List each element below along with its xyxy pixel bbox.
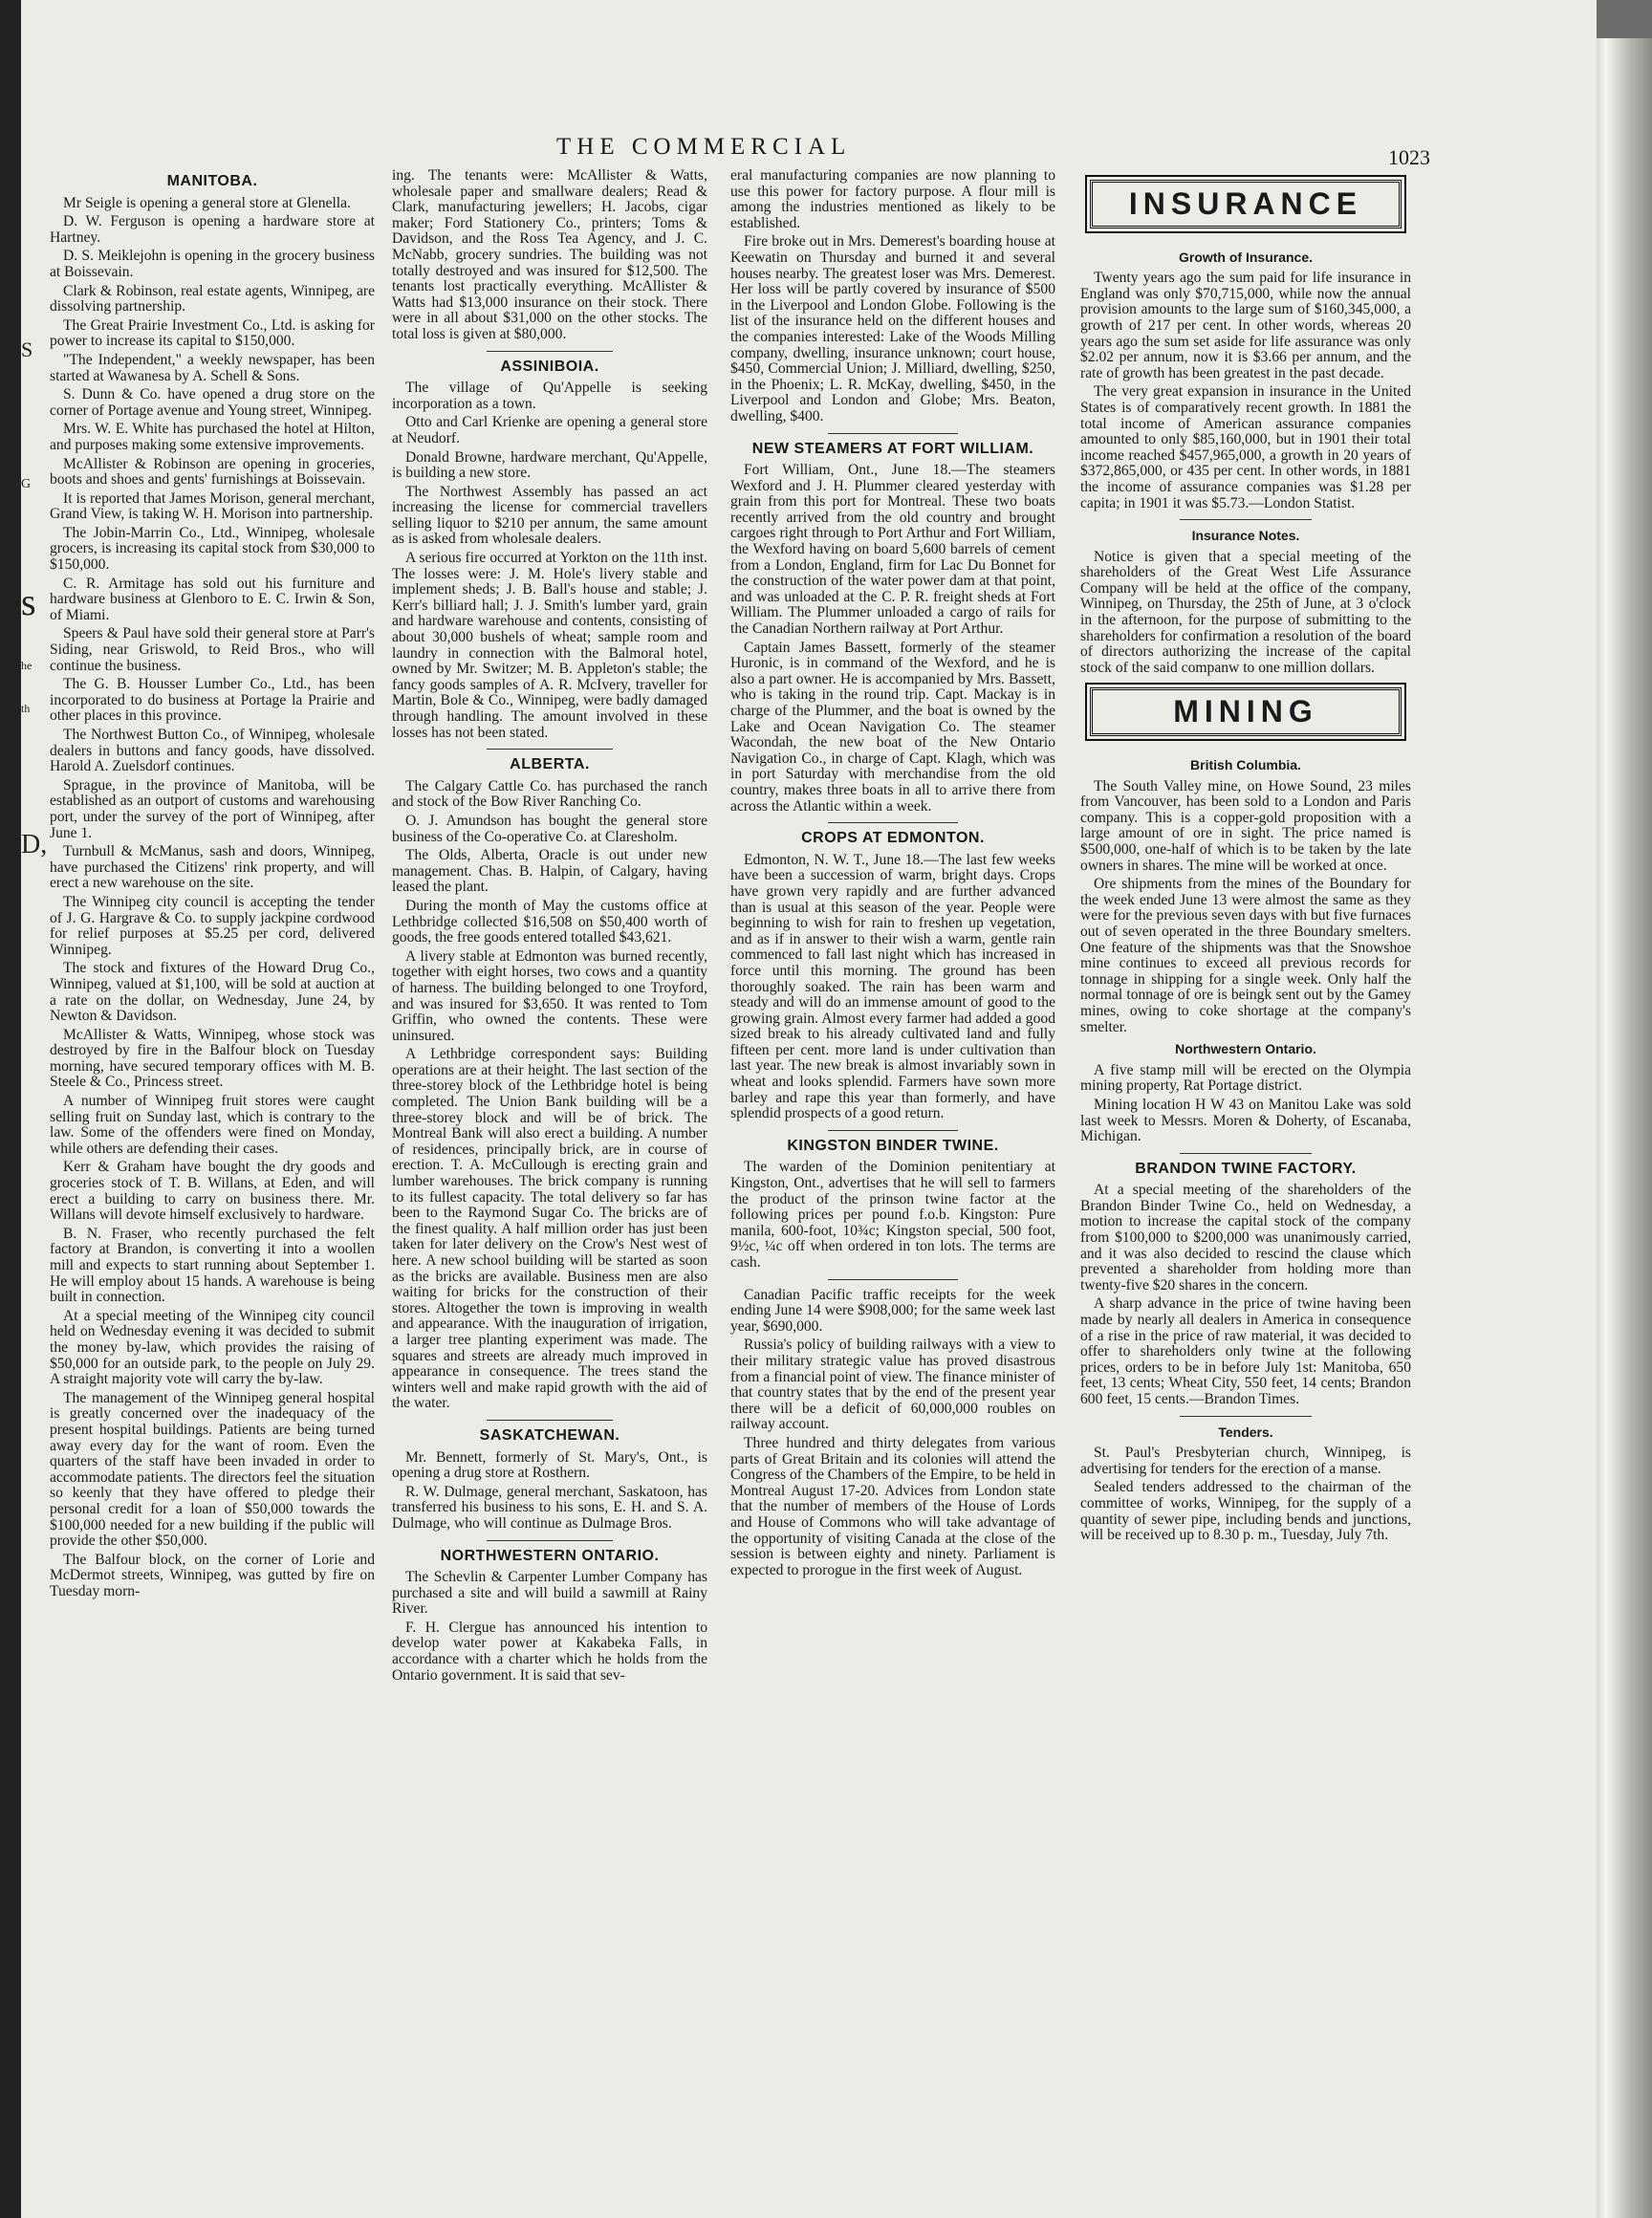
divider (1180, 519, 1312, 520)
column-3 (730, 168, 1055, 1581)
news-item: The Winnipeg city council is accepting the tender of J. G. Hargrave & Co. to supply jackpine cordwood for relief purposes at $5.25 per cord, delivered Winnipeg. (50, 893, 375, 958)
news-item: Edmonton, N. W. T., June 18.—The last few weeks have been a succession of warm, bright days. Crops have grown very rapidly and are further advanced than is usual at this season of the year. People were beginning to wish for rain to freshen up vegetation, and as if in answer to their wish a warm, gentle rain commenced to fall last night which has increased in force until this morning. The ground has been thoroughly soaked. The rain has been warm and steady and will do an immense amount of good to the growing grain. Almost every farmer had added a good sized break to his already cultivated land and fully fifteen per cent. more land is under cultivation than last year. The new break is almost invariably sown in wheat and looks splendid. Farmers have sown more barley and rape this year than formerly, and have splendid prospects of a good return. (730, 851, 1055, 1122)
section-heading: Insurance Notes. (1191, 528, 1300, 544)
section-heading: British Columbia. (1190, 757, 1301, 773)
news-item: Sprague, in the province of Manitoba, will be established as an outport of customs and warehousing port, under the survey of the port of Winnipeg, after June 1. (50, 776, 375, 841)
news-item: Twenty years ago the sum paid for life insurance in England was only $70,715,000, while now the annual provision amounts to the large sum of $160,345,000, a growth of 217 per cent. In other words, whereas 20 years ago the sum set aside for life assurance was only $2.02 per annum, now it is $3.66 per annum, and the rate of growth has been greatest in the past decade. (1080, 270, 1411, 381)
news-item: Kerr & Graham have bought the dry goods and groceries stock of T. B. Willans, at Eden, and will erect a building to carry on business there. Mr. Willans will devote himself exclusively to hardware. (50, 1159, 375, 1224)
section-heading: SASKATCHEWAN. (479, 1426, 620, 1444)
news-item: Fire broke out in Mrs. Demerest's boarding house at Keewatin on Thursday and burned it and several houses nearby. The greatest loser was Mrs. Demerest. Her loss will be partly covered by insurance of $500 in the Liverpool and London Globe. Following is the list of the insurance held on the different houses and the companies interested: Lake of the Woods Milling company, dwelling, insurance unknown; court house, $450, Commercial Union; J. Milliard, dwelling, $250, in the Phoenix; L. R. McKay, dwelling, $450, in the Liverpool and London and Globe; Mrs. Beaton, dwelling, $400. (730, 233, 1055, 424)
news-item: Russia's policy of building railways with a view to their military strategic value has proved disastrous from a financial point of view. The finance minister of that country states that by the end of the present year there will be a deficit of 60,000,000 roubles on railway account. (730, 1337, 1055, 1433)
news-item: A number of Winnipeg fruit stores were caught selling fruit on Sunday last, which is contrary to the law. Some of the offenders were fined on Monday, while others are defending their cases. (50, 1093, 375, 1157)
edge-fragment: th (21, 702, 31, 715)
news-item: Mrs. W. E. White has purchased the hotel at Hilton, and purposes making some extensive improvements. (50, 421, 375, 453)
mining-banner: MINING (1090, 687, 1402, 736)
news-item: Donald Browne, hardware merchant, Qu'Appelle, is building a new store. (392, 448, 707, 482)
section-heading: Growth of Insurance. (1178, 249, 1313, 265)
divider (1180, 1153, 1312, 1154)
news-item: A serious fire occurred at Yorkton on the 11th inst. The losses were: J. M. Hole's livery stable and implement sheds; J. B. Ball's house and stable; J. Kerr's billiard hall; J. J. Smith's lumber yard, grain and hardware warehouse and contents, consisting of about 30,000 bushels of wheat; sample room and laundry in connection with the Balmoral hotel, owned by Mr. Switzer; M. B. Appleton's stable; the fancy goods samples of A. R. McIvery, traveller for Martin, Bole & Co., Winnipeg, were badly damaged through handling. The amount involved in these losses has not been stated. (392, 550, 707, 741)
news-item: Otto and Carl Krienke are opening a general store at Neudorf. (392, 414, 707, 446)
divider (828, 1130, 958, 1131)
section-heading: BRANDON TWINE FACTORY. (1135, 1160, 1357, 1177)
news-item: During the month of May the customs office at Lethbridge collected $16,508 on $50,400 worth of goods, the free goods entered totalled $43,621. (392, 897, 707, 946)
edge-fragment: D, (21, 830, 48, 859)
news-item: The Jobin-Marrin Co., Ltd., Winnipeg, wholesale grocers, is increasing its capital stock from $30,000 to $150,000. (50, 524, 375, 574)
news-item: The stock and fixtures of the Howard Drug Co., Winnipeg, valued at $1,100, will be sold at auction at a rate on the dollar, on Wednesday, June 24, by Newton & Davidson. (50, 960, 375, 1025)
news-item: The South Valley mine, on Howe Sound, 23 miles from Vancouver, has been sold to a London and Paris company. This is a copper-gold proposition with a large amount of ore in sight. The price named is $500,000, one-half of which is to be taken by the late owners in shares. The mine will be worked at once. (1080, 777, 1411, 874)
newspaper-page (21, 0, 1597, 2218)
section-heading: MANITOBA. (166, 173, 258, 189)
news-item: The Northwest Button Co., of Winnipeg, wholesale dealers in buttons and fancy goods, have dissolved. Harold A. Zuelsdorf continues. (50, 727, 375, 775)
news-item: Ore shipments from the mines of the Boundary for the week ended June 13 were almost the same as they were for the previous seven days with but five furnaces out of seven operated in the three Boundary smelters. One feature of the shipments was that the Snowshoe mine continues to exceed all previous records for tonnage in shipping for a single week. Only half the normal tonnage of ore is beingk sent out by the Gamey mines, owing to coke shortage at the company's smelter. (1080, 876, 1411, 1035)
news-item: ing. The tenants were: McAllister & Watts, wholesale paper and smallware dealers; Read & Clark, manufacturing jewellers; H. Jacobs, cigar maker; Ford Stationery Co., printers; Toms & Davidson, and the Ross Tea Agency, and J. C. McNabb, grocery sundries. The building was not totally destroyed and was insured for $12,500. The tenants lost practically everything. McAllister & Watts had $13,000 insurance on their stock. There were in all about $31,000 on the other stocks. The total loss is given at $80,000. (392, 167, 707, 342)
news-item: Sealed tenders addressed to the chairman of the committee of works, Winnipeg, for the supply of a quantity of sewer pipe, including bends and junctions, will be received up to 8.30 p. m., Tuesday, July 7th. (1080, 1479, 1411, 1544)
news-item: McAllister & Robinson are opening in groceries, boots and shoes and gents' furnishings at Boissevain. (50, 455, 375, 489)
news-item: D. W. Ferguson is opening a hardware store at Hartney. (50, 213, 375, 246)
news-item: O. J. Amundson has bought the general store business of the Co-operative Co. at Claresholm. (392, 812, 707, 845)
news-item: D. S. Meiklejohn is opening in the grocery business at Boissevain. (50, 248, 375, 280)
news-item: The very great expansion in insurance in the United States is of comparatively recent growth. In 1881 the total income of American assurance companies amounted to only $85,160,000, but in 1901 their total income reached $457,965,000, a growth in 20 years of $372,865,000, or 435 per cent. In other words, in 1881 the income of assurance companies was $1.28 per capita; in 1901 it was $5.73.—London Statist. (1080, 383, 1411, 511)
news-item: Canadian Pacific traffic receipts for the week ending June 14 were $908,000; for the same week last year, $690,000. (730, 1286, 1055, 1335)
news-item: The G. B. Housser Lumber Co., Ltd., has been incorporated to do business at Portage la Prairie and other places in this province. (50, 676, 375, 725)
divider (487, 749, 613, 750)
news-item: McAllister & Watts, Winnipeg, whose stock was destroyed by fire in the Balfour block on Tuesday morning, have secured temporary offices with M. B. Steele & Co., Princess street. (50, 1026, 375, 1091)
column-1 (50, 168, 375, 1602)
news-item: Speers & Paul have sold their general store at Parr's Siding, near Griswold, to Reid Bros., who will continue the business. (50, 625, 375, 674)
news-item: The village of Qu'Appelle is seeking incorporation as a town. (392, 380, 707, 412)
divider (487, 1540, 613, 1541)
news-item: The Northwest Assembly has passed an act increasing the license for commercial travellers selling liquor to $210 per annum, the same amount as is asked from wholesale dealers. (392, 483, 707, 548)
publication-title: THE COMMERCIAL (556, 134, 852, 160)
page-number: 1023 (1388, 145, 1430, 169)
edge-fragment: he (21, 659, 33, 672)
news-item: "The Independent," a weekly newspaper, has been started at Wawanesa by A. Schell & Sons. (50, 351, 375, 384)
edge-fragment: s (21, 580, 36, 623)
news-item: Mr. Bennett, formerly of St. Mary's, Ont., is opening a drug store at Rosthern. (392, 1448, 707, 1482)
news-item: A livery stable at Edmonton was burned recently, together with eight horses, two cows and a quantity of harness. The building belonged to one Troyford, and was insured for $3,650. It was rented to Tom Griffin, who owned the contents. These were uninsured. (392, 947, 707, 1044)
news-item: St. Paul's Presbyterian church, Winnipeg, is advertising for tenders for the erection of a manse. (1080, 1445, 1411, 1477)
news-item: At a special meeting of the Winnipeg city council held on Wednesday evening it was decided to submit the money by-law, which provides the raising of $50,000 for an outside park, to the people on July 29. A straight majority vote will carry the by-law. (50, 1307, 375, 1388)
section-heading: Northwestern Ontario. (1175, 1041, 1316, 1057)
news-item: The Great Prairie Investment Co., Ltd. is asking for power to increase its capital to $150,000. (50, 316, 375, 350)
news-item: Turnbull & McManus, sash and doors, Winnipeg, have purchased the Citizens' rink property, and will erect a new warehouse on the site. (50, 843, 375, 892)
news-item: The Schevlin & Carpenter Lumber Company has purchased a site and will build a sawmill at Rainy River. (392, 1569, 707, 1618)
edge-fragment: S (21, 337, 33, 361)
news-item: Three hundred and thirty delegates from various parts of Great Britain and its colonies will attend the Congress of the Chambers of the Empire, to be held in Montreal August 17-20. Advices from London state that the number of members of the House of Lords and House of Commons who will take advantage of the opportunity of visiting Canada at the close of the session is between eighty and ninety. Parliament is expected to prorogue in the first week of August. (730, 1434, 1055, 1578)
news-item: At a special meeting of the shareholders of the Brandon Binder Twine Co., held on Wednesday, a motion to increase the capital stock of the company from $100,000 to $200,000 was unanimously carried, and it was also decided to rescind the clause which prevented a shareholder from holding more than twenty-five $20 shares in the concern. (1080, 1182, 1411, 1294)
divider (1180, 1416, 1312, 1417)
news-item: eral manufacturing companies are now planning to use this power for factory purpose. A flour mill is among the industries mentioned as likely to be established. (730, 167, 1055, 231)
news-item: S. Dunn & Co. have opened a drug store on the corner of Portage avenue and Young street, Winnipeg. (50, 386, 375, 419)
news-item: It is reported that James Morison, general merchant, Grand View, is taking W. H. Morison into partnership. (50, 489, 375, 523)
column-4 (1080, 168, 1411, 1547)
column-2 (392, 168, 707, 1686)
divider (828, 1279, 958, 1280)
news-item: B. N. Fraser, who recently purchased the felt factory at Brandon, is converting it into a woollen mill and expects to start running about September 1. He will employ about 15 hands. A warehouse is being built in connection. (50, 1225, 375, 1306)
divider (487, 1420, 613, 1421)
news-item: The warden of the Dominion penitentiary at Kingston, Ont., advertises that he will sell to farmers the product of the prinson twine factor at the following prices per pound f.o.b. Kingston: Pure manila, 600-foot, 10¾c; Kingston special, 500 foot, 9½c, ¼c off when ordered in ton lots. The terms are cash. (730, 1159, 1055, 1271)
section-heading: NEW STEAMERS AT FORT WILLIAM. (751, 440, 1034, 457)
section-heading: ASSINIBOIA. (500, 358, 599, 375)
section-heading: KINGSTON BINDER TWINE. (787, 1137, 999, 1154)
news-item: Mining location H W 43 on Manitou Lake was sold last week to Messrs. Moren & Doherty, of Escanaba, Michigan. (1080, 1096, 1411, 1145)
news-item: Captain James Bassett, formerly of the steamer Huronic, is in command of the Wexford, and he is also a part owner. He is accompanied by Mrs. Bassett, who is taking in the round trip. Capt. Mackay is in charge of the Plummer, and the boat is owned by the Lake and Ocean Navigation Co. The steamer Wacondah, the new boat of the New Ontario Navigation Co., in charge of Capt. Klagh, which was in port Saturday with merchandise from the old country, makes three boats in all to arrive there from across the Atlantic within a week. (730, 639, 1055, 815)
news-item: Notice is given that a special meeting of the shareholders of the Great West Life Assurance Company will be held at the office of the company, Winnipeg, on Thursday, the 25th of June, at 3 o'clock in the afternoon, for the purpose of submitting to the shareholders for confirmation a resolution of the board of directors authorizing the increase of the capital stock of the said companw to one million dollars. (1080, 548, 1411, 676)
insurance-banner: INSURANCE (1090, 180, 1402, 228)
news-item: A Lethbridge correspondent says: Building operations are at their height. The last section of the three-storey block of the Lethbridge hotel is being completed. The Union Bank building will be a three-storey block and will be of brick. The Montreal Bank will also erect a building. A number of residences, principally brick, are in course of erection. T. A. McCullough is erecting grain and lumber warehouses. The brick company is running to its fullest capacity. The total delivery so far has been to the Raymond Sugar Co. The bricks are of the finest quality. A half million order has just been taken for later delivery on the Crow's Nest west of here. A new school building will be started as soon as the bricks are available. Business men are also waiting for bricks for the construction of their stores. Altogether the town is improving in wealth and appearance. With the inauguration of irrigation, a larger tree planting experiment was made. The squares and streets are already much improved in appearance in consequence. The trees stand the winters well and make rapid growth with the aid of the water. (392, 1046, 707, 1412)
news-item: The management of the Winnipeg general hospital is greatly concerned over the inadequacy of the present hospital buildings. Patients are being turned away every day for the want of room. Even the quarters of the staff have been invaded in order to accommodate patients. The directors feel the situation so keenly that they have offered to pledge their personal credit for a loan of $50,000 towards the $100,000 needed for a new building if the public will provide the other $50,000. (50, 1389, 375, 1550)
news-item: F. H. Clergue has announced his intention to develop water power at Kakabeka Falls, in accordance with a charter which he holds from the Ontario government. It is said that sev- (392, 1619, 707, 1684)
news-item: The Olds, Alberta, Oracle is out under new management. Chas. B. Halpin, of Calgary, having leased the plant. (392, 847, 707, 896)
news-item: Mr Seigle is opening a general store at Glenella. (63, 194, 351, 211)
divider (828, 822, 958, 823)
section-heading: Tenders. (1218, 1424, 1273, 1440)
section-heading: ALBERTA. (510, 756, 590, 773)
divider (487, 351, 613, 352)
left-page-edge (0, 0, 21, 2218)
news-item: A five stamp mill will be erected on the Olympia mining property, Rat Portage district. (1080, 1061, 1411, 1095)
news-item: C. R. Armitage has sold out his furniture and hardware business at Glenboro to E. C. Irwin & Son, of Miami. (50, 575, 375, 623)
news-item: The Balfour block, on the corner of Lorie and McDermot streets, Winnipeg, was gutted by fire on Tuesday morn- (50, 1551, 375, 1599)
section-heading: CROPS AT EDMONTON. (801, 830, 985, 847)
section-heading: NORTHWESTERN ONTARIO. (440, 1547, 660, 1564)
news-item: Clark & Robinson, real estate agents, Winnipeg, are dissolving partnership. (50, 282, 375, 315)
news-item: R. W. Dulmage, general merchant, Saskatoon, has transferred his business to his sons, E. H. and S. A. Dulmage, who will continue as Dulmage Bros. (392, 1483, 707, 1532)
edge-fragment: G (21, 477, 32, 491)
divider (828, 433, 958, 434)
news-item: A sharp advance in the price of twine having been made by nearly all dealers in America in consequence of a rise in the price of raw material, it was decided to offer to shareholders only twine at the following prices, orders to be in before July 1st: Manitoba, 650 feet, 13 cents; Wheat City, 550 feet, 14 cents; Brandon 600 feet, 15 cents.—Brandon Times. (1080, 1295, 1411, 1407)
news-item: Fort William, Ont., June 18.—The steamers Wexford and J. H. Plummer cleared yesterday with grain from this port for Montreal. These two boats recently arrived from the old country and brought cargoes right through to Port Arthur and Fort William, the Wexford having on board 5,600 barrels of cement from a London, England, firm for Lac Du Bonnet for the construction of the water power dam at that point, and was unloaded at the C. P. R. freight sheds at Fort William. The Plummer unloaded a cargo of rails for the Canadian Northern railway at Port Arthur. (730, 462, 1055, 638)
news-item: The Calgary Cattle Co. has purchased the ranch and stock of the Bow River Ranching Co. (392, 777, 707, 811)
